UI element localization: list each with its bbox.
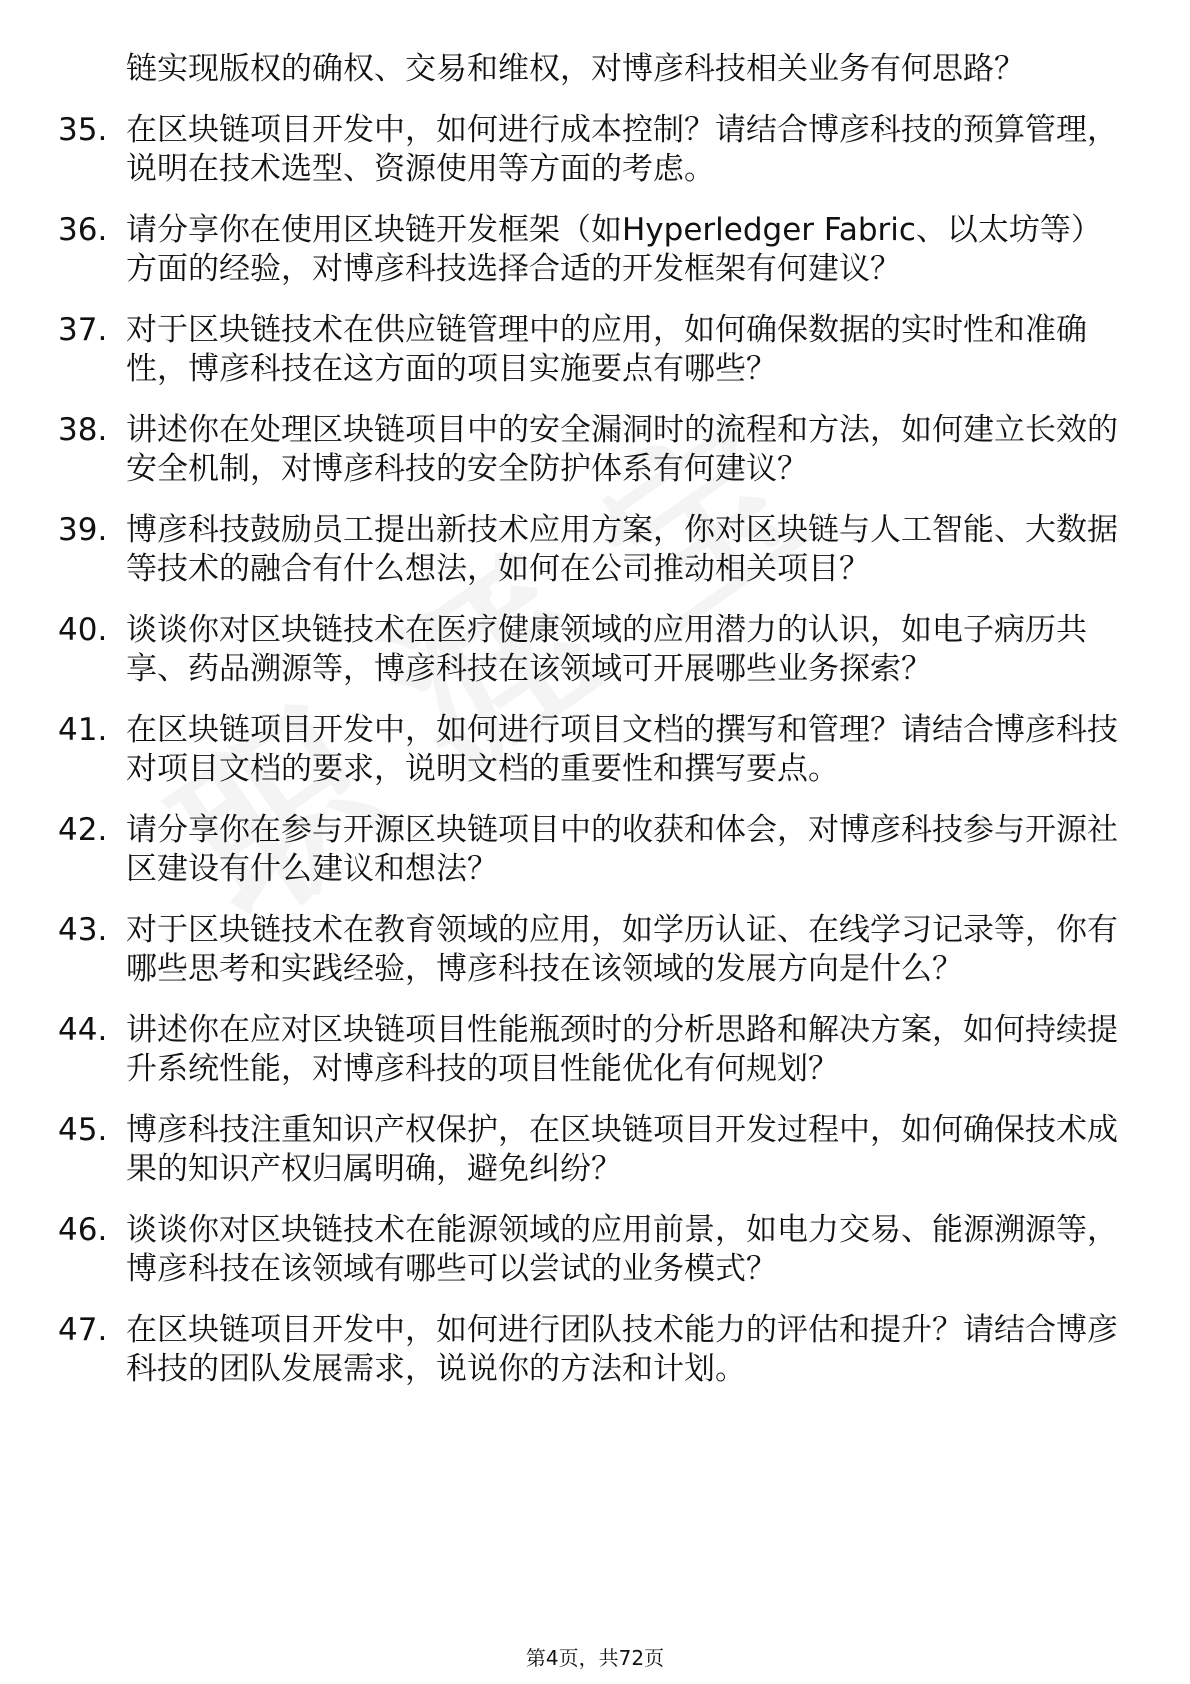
question-item bbox=[58, 911, 1128, 989]
question-number: 37. bbox=[58, 312, 108, 348]
question-text: 请分享你在参与开源区块链项目中的收获和体会，对博彦科技参与开源社区建设有什么建议和想法？ bbox=[126, 812, 1118, 887]
question-item bbox=[58, 211, 1128, 289]
question-number: 41. bbox=[58, 712, 108, 748]
question-text: 谈谈你对区块链技术在能源领域的应用前景，如电力交易、能源溯源等，博彦科技在该领域有哪些可以尝试的业务模式？ bbox=[126, 1212, 1118, 1287]
question-number: 35. bbox=[58, 112, 108, 148]
question-item bbox=[58, 1111, 1128, 1189]
question-text: 博彦科技鼓励员工提出新技术应用方案，你对区块链与人工智能、大数据等技术的融合有什么想法，如何在公司推动相关项目？ bbox=[126, 512, 1118, 587]
question-number: 39. bbox=[58, 512, 108, 548]
question-text: 在区块链项目开发中，如何进行成本控制？请结合博彦科技的预算管理，说明在技术选型、资源使用等方面的考虑。 bbox=[126, 112, 1118, 187]
question-item bbox=[58, 1211, 1128, 1289]
question-number: 47. bbox=[58, 1312, 108, 1348]
question-item bbox=[58, 1011, 1128, 1089]
question-list bbox=[58, 50, 1128, 1411]
question-item bbox=[58, 711, 1128, 789]
question-text: 博彦科技注重知识产权保护，在区块链项目开发过程中，如何确保技术成果的知识产权归属明确，避免纠纷？ bbox=[126, 1112, 1118, 1187]
question-number: 43. bbox=[58, 912, 108, 948]
question-item bbox=[58, 111, 1128, 189]
question-item bbox=[58, 1311, 1128, 1389]
question-text: 谈谈你对区块链技术在医疗健康领域的应用潜力的认识，如电子病历共享、药品溯源等，博彦科技在该领域可开展哪些业务探索？ bbox=[126, 612, 1087, 687]
continuation-text: 链实现版权的确权、交易和维权，对博彦科技相关业务有何思路？ bbox=[126, 51, 1025, 87]
question-number: 44. bbox=[58, 1012, 108, 1048]
question-item bbox=[58, 311, 1128, 389]
question-text: 在区块链项目开发中，如何进行项目文档的撰写和管理？请结合博彦科技对项目文档的要求，说明文档的重要性和撰写要点。 bbox=[126, 712, 1118, 787]
question-item bbox=[58, 611, 1128, 689]
question-text: 请分享你在使用区块链开发框架（如Hyperledger Fabric、以太坊等）方面的经验，对博彦科技选择合适的开发框架有何建议？ bbox=[126, 212, 1102, 287]
question-text: 在区块链项目开发中，如何进行团队技术能力的评估和提升？请结合博彦科技的团队发展需求，说说你的方法和计划。 bbox=[126, 1312, 1118, 1387]
question-number: 45. bbox=[58, 1112, 108, 1148]
question-item bbox=[58, 511, 1128, 589]
question-text: 对于区块链技术在供应链管理中的应用，如何确保数据的实时性和准确性，博彦科技在这方面的项目实施要点有哪些？ bbox=[126, 312, 1087, 387]
page-footer: 第4页，共72页 bbox=[525, 1646, 665, 1670]
question-number: 36. bbox=[58, 212, 108, 248]
question-number: 40. bbox=[58, 612, 108, 648]
question-text: 讲述你在处理区块链项目中的安全漏洞时的流程和方法，如何建立长效的安全机制，对博彦科技的安全防护体系有何建议？ bbox=[126, 412, 1118, 487]
question-number: 42. bbox=[58, 812, 108, 848]
question-item bbox=[58, 411, 1128, 489]
question-text: 对于区块链技术在教育领域的应用，如学历认证、在线学习记录等，你有哪些思考和实践经验，博彦科技在该领域的发展方向是什么？ bbox=[126, 912, 1118, 987]
question-number: 38. bbox=[58, 412, 108, 448]
question-item bbox=[58, 811, 1128, 889]
question-text: 讲述你在应对区块链项目性能瓶颈时的分析思路和解决方案，如何持续提升系统性能，对博彦科技的项目性能优化有何规划？ bbox=[126, 1012, 1118, 1087]
question-number: 46. bbox=[58, 1212, 108, 1248]
